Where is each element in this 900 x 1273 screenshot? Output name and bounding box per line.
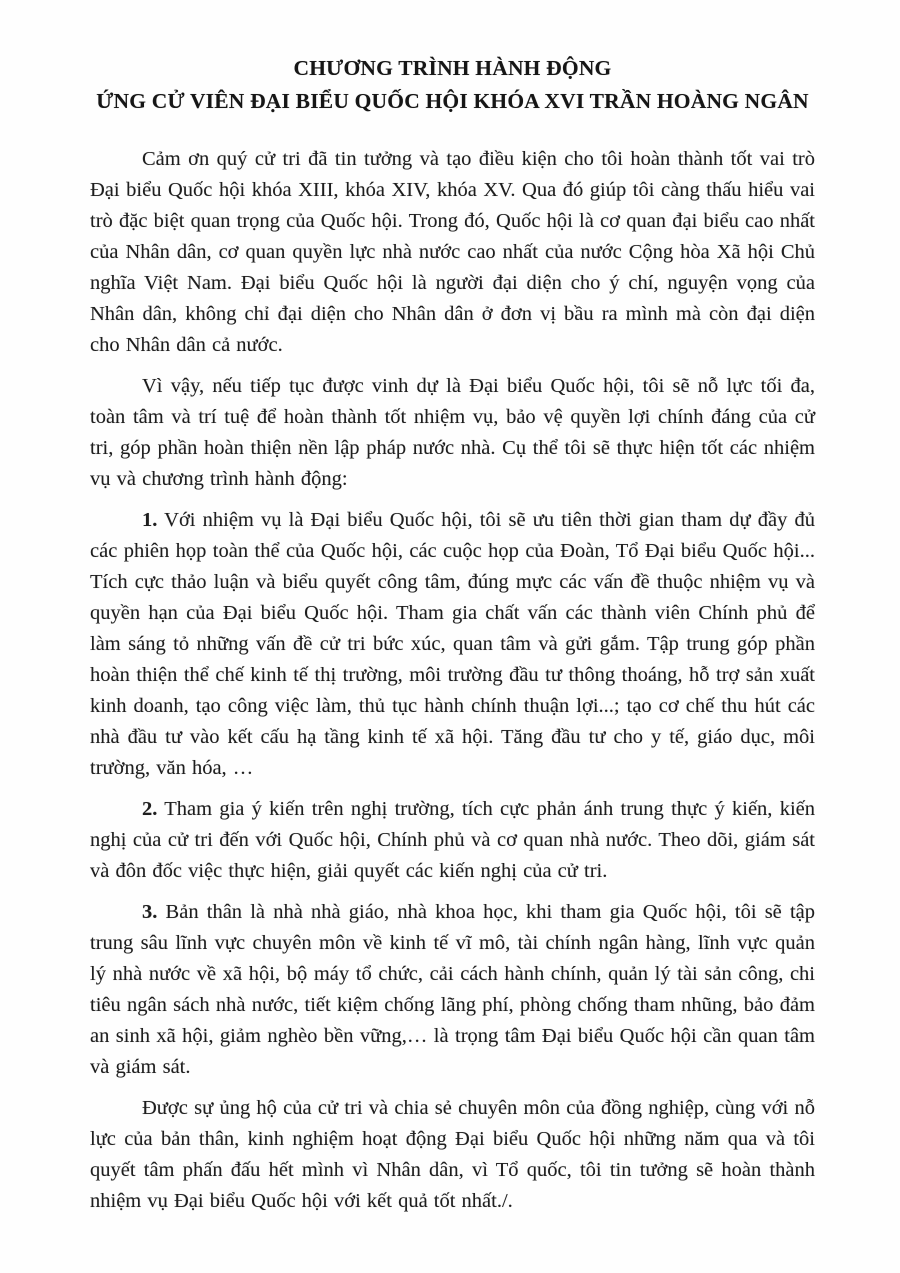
paragraph-commitment xyxy=(90,371,815,495)
paragraph-intro xyxy=(90,144,815,361)
document-header xyxy=(90,52,815,118)
paragraph-intro-text: Cảm ơn quý cử tri đã tin tưởng và tạo điều kiện cho tôi hoàn thành tốt vai trò Đại biểu Quốc hội khóa XIII, khóa XIV, khóa XV. Qua đó giúp tôi càng thấu hiểu vai trò đặc biệt quan trọng của Quốc hội. Trong đó, Quốc hội là cơ quan đại biểu cao nhất của Nhân dân, cơ quan quyền lực nhà nước cao nhất của nước Cộng hòa Xã hội Chủ nghĩa Việt Nam. Đại biểu Quốc hội là người đại diện cho ý chí, nguyện vọng của Nhân dân, không chỉ đại diện cho Nhân dân ở đơn vị bầu ra mình mà còn đại diện cho Nhân dân cả nước. xyxy=(90,148,815,356)
item-1-text: Với nhiệm vụ là Đại biểu Quốc hội, tôi sẽ ưu tiên thời gian tham dự đầy đủ các phiên họp toàn thể của Quốc hội, các cuộc họp của Đoàn, Tổ Đại biểu Quốc hội... Tích cực thảo luận và biểu quyết công tâm, đúng mực các vấn đề thuộc nhiệm vụ và quyền hạn của Đại biểu Quốc hội. Tham gia chất vấn các thành viên Chính phủ để làm sáng tỏ những vấn đề cử tri bức xúc, quan tâm và gửi gắm. Tập trung góp phần hoàn thiện thể chế kinh tế thị trường, môi trường đầu tư thông thoáng, hỗ trợ sản xuất kinh doanh, tạo công việc làm, thủ tục hành chính thuận lợi...; tạo cơ chế thu hút các nhà đầu tư vào kết cấu hạ tầng kinh tế xã hội. Tăng đầu tư cho y tế, giáo dục, môi trường, văn hóa, … xyxy=(90,509,815,779)
paragraph-closing-text: Được sự ủng hộ của cử tri và chia sẻ chuyên môn của đồng nghiệp, cùng với nỗ lực của bản thân, kinh nghiệm hoạt động Đại biểu Quốc hội những năm qua và tôi quyết tâm phấn đấu hết mình vì Nhân dân, vì Tổ quốc, tôi tin tưởng sẽ hoàn thành nhiệm vụ Đại biểu Quốc hội với kết quả tốt nhất./. xyxy=(90,1097,815,1212)
item-1-number: 1. xyxy=(142,509,158,531)
document-title-line-1: CHƯƠNG TRÌNH HÀNH ĐỘNG xyxy=(293,56,612,80)
item-2-number: 2. xyxy=(142,798,158,820)
item-3-number: 3. xyxy=(142,901,158,923)
paragraph-item-3 xyxy=(90,897,815,1083)
item-2-text: Tham gia ý kiến trên nghị trường, tích cực phản ánh trung thực ý kiến, kiến nghị của cử tri đến với Quốc hội, Chính phủ và cơ quan nhà nước. Theo dõi, giám sát và đôn đốc việc thực hiện, giải quyết các kiến nghị của cử tri. xyxy=(90,798,815,882)
document-title-line-2: ỨNG CỬ VIÊN ĐẠI BIỂU QUỐC HỘI KHÓA XVI TRẦN HOÀNG NGÂN xyxy=(96,89,809,113)
paragraph-item-2 xyxy=(90,794,815,887)
item-3-text: Bản thân là nhà nhà giáo, nhà khoa học, khi tham gia Quốc hội, tôi sẽ tập trung sâu lĩnh vực chuyên môn về kinh tế vĩ mô, tài chính ngân hàng, lĩnh vực quản lý nhà nước về xã hội, bộ máy tổ chức, cải cách hành chính, quản lý tài sản công, chi tiêu ngân sách nhà nước, tiết kiệm chống lãng phí, phòng chống tham nhũng, bảo đảm an sinh xã hội, giảm nghèo bền vững,… là trọng tâm Đại biểu Quốc hội cần quan tâm và giám sát. xyxy=(90,901,815,1078)
paragraph-closing xyxy=(90,1093,815,1217)
document-body xyxy=(90,144,815,1217)
paragraph-item-1 xyxy=(90,505,815,784)
paragraph-commitment-text: Vì vậy, nếu tiếp tục được vinh dự là Đại biểu Quốc hội, tôi sẽ nỗ lực tối đa, toàn tâm và trí tuệ để hoàn thành tốt nhiệm vụ, bảo vệ quyền lợi chính đáng của cử tri, góp phần hoàn thiện nền lập pháp nước nhà. Cụ thể tôi sẽ thực hiện tốt các nhiệm vụ và chương trình hành động: xyxy=(90,375,815,490)
